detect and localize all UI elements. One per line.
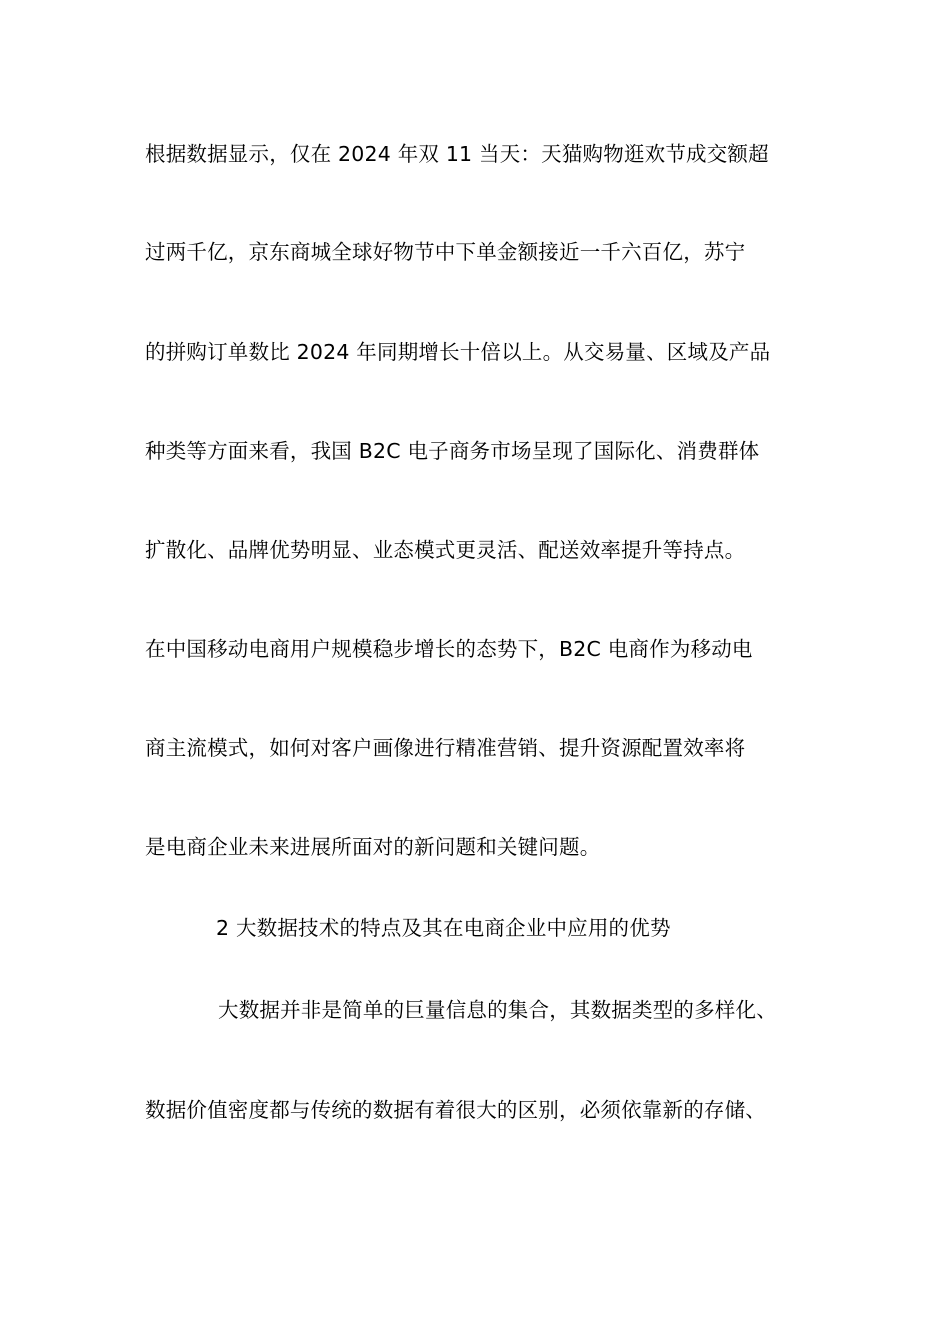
section-paragraph-line-1: 大数据并非是简单的巨量信息的集合，其数据类型的多样化、 [218,998,777,1022]
paragraph-line-7: 商主流模式，如何对客户画像进行精准营销、提升资源配置效率将 [145,736,746,760]
paragraph-line-1: 根据数据显示，仅在 2024 年双 11 当天：天猫购物逛欢节成交额超 [145,142,769,166]
paragraph-line-4: 种类等方面来看，我国 B2C 电子商务市场呈现了国际化、消费群体 [145,439,760,463]
section-paragraph-line-2: 数据价值密度都与传统的数据有着很大的区别，必须依靠新的存储、 [145,1098,766,1122]
paragraph-line-3: 的拼购订单数比 2024 年同期增长十倍以上。从交易量、区域及产品 [145,340,771,364]
paragraph-line-5: 扩散化、品牌优势明显、业态模式更灵活、配送效率提升等持点。 [145,538,746,562]
section-heading: 2 大数据技术的特点及其在电商企业中应用的优势 [216,916,671,940]
paragraph-line-8: 是电商企业未来进展所面对的新问题和关键问题。 [145,835,601,859]
paragraph-line-2: 过两千亿，京东商城全球好物节中下单金额接近一千六百亿，苏宁 [145,240,746,264]
paragraph-line-6: 在中国移动电商用户规模稳步增长的态势下，B2C 电商作为移动电 [145,637,753,661]
